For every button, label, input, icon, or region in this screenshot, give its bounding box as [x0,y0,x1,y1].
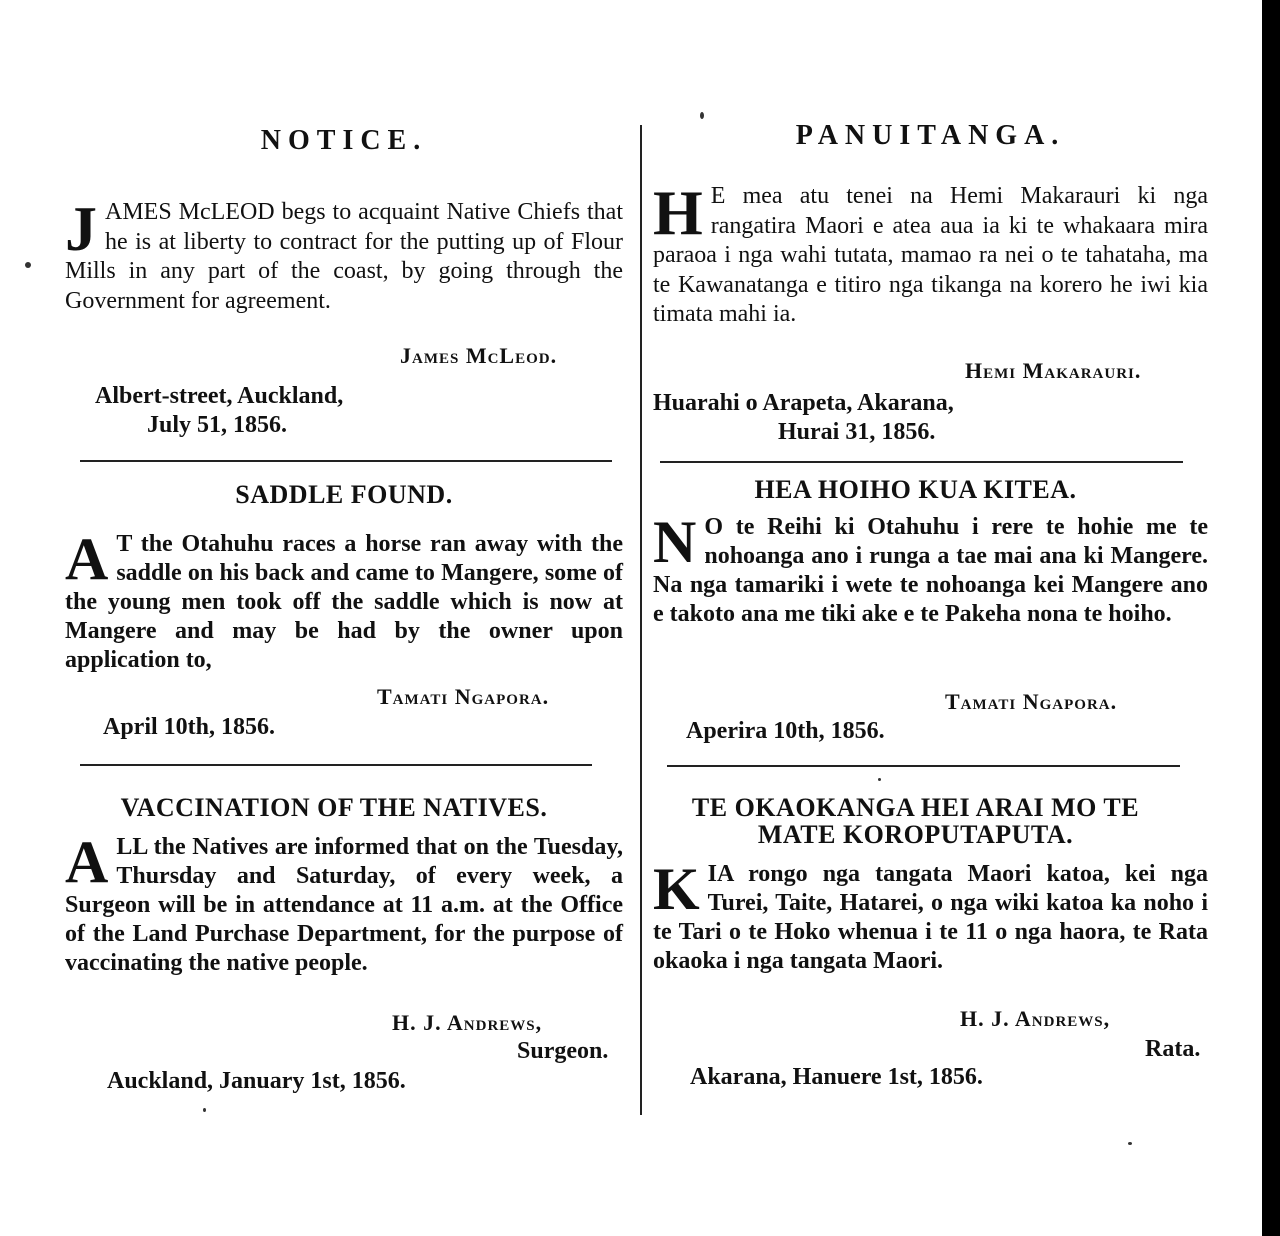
section-rule [667,765,1180,767]
okaokanga-heading-line1: TE OKAOKANGA HEI ARAI MO TE [691,793,1140,822]
column-divider [640,125,642,1115]
okaokanga-signature: H. J. Andrews, [960,1006,1111,1031]
saddle-heading: SADDLE FOUND. [235,480,453,509]
saddle-date: April 10th, 1856. [103,714,276,740]
scan-speck [1128,1142,1132,1145]
saddle-dropcap: A [65,526,109,592]
scan-speck [203,1108,206,1112]
notice-date: July 51, 1856. [147,412,288,438]
scan-speck [700,112,704,119]
hoiho-date: Aperira 10th, 1856. [686,718,885,744]
saddle-signature: Tamati Ngapora. [377,684,550,709]
scan-edge-bar [1262,0,1280,1236]
panuitanga-signature: Hemi Makarauri. [965,358,1142,383]
scan-speck [878,778,881,781]
notice-heading: NOTICE. [260,125,428,156]
hoiho-text: O te Reihi ki Otahuhu i rere te hohie me te nohoanga ano i runga a tae mai ana ki Mangere. Na nga tamariki i wete te nohoanga kei Mangere ano e takoto ana me tiki ake e te Pakeha nona te hoiho. [653,514,1208,627]
okaokanga-heading-line2: MATE KOROPUTAPUTA. [757,820,1074,849]
vaccination-signature: H. J. Andrews, [392,1010,543,1035]
notice-dropcap: J [65,193,97,264]
notice-signature: James McLeod. [400,343,558,368]
hoiho-dropcap: N [653,509,697,575]
section-rule [80,764,592,766]
okaokanga-dropcap: K [653,856,700,922]
saddle-body [65,526,623,675]
panuitanga-place: Huarahi o Arapeta, Akarana, [653,390,954,416]
vaccination-dropcap: A [65,829,109,895]
hoiho-body [653,509,1208,629]
okaokanga-text: IA rongo nga tangata Maori katoa, kei nga Turei, Taite, Hatarei, o nga wiki katoa ka noho i te Tari o te Hoko whenua i te 11 o nga haora, te Rata okaoka i nga tangata Maori. [653,861,1208,974]
notice-place: Albert-street, Auckland, [95,383,344,409]
scan-speck [25,262,31,268]
hoiho-heading: HEA HOIHO KUA KITEA. [754,475,1077,504]
saddle-text: T the Otahuhu races a horse ran away with the saddle on his back and came to Mangere, some of the young men took off the saddle which is now at Mangere and may be had by the owner upon application to, [65,531,623,673]
panuitanga-body [653,177,1208,330]
vaccination-date: Auckland, January 1st, 1856. [107,1068,406,1094]
okaokanga-date: Akarana, Hanuere 1st, 1856. [690,1064,983,1090]
panuitanga-date: Hurai 31, 1856. [778,419,936,445]
panuitanga-dropcap: H [653,177,703,248]
vaccination-text: LL the Natives are informed that on the Tuesday, Thursday and Saturday, of every week, a Surgeon will be in attendance at 11 a.m. at the Office of the Land Purchase Department, for the purpose of vaccinating the native people. [65,834,623,976]
okaokanga-title: Rata. [1145,1036,1201,1062]
panuitanga-text: E mea atu tenei na Hemi Makarauri ki nga rangatira Maori e atea aua ia ki te whakaara mira paraoa i nga wahi tutata, mamao ra nei o te tahataha, ma te Kawanatanga e titiro nga tikanga na korero he iwi kia timata mahi ia. [653,183,1208,327]
okaokanga-body [653,856,1208,976]
vaccination-body [65,829,623,978]
section-rule [80,460,612,462]
notice-text: AMES McLEOD begs to acquaint Native Chiefs that he is at liberty to contract for the putting up of Flour Mills in any part of the coast, by going through the Government for agreement. [65,199,623,314]
hoiho-signature: Tamati Ngapora. [945,689,1118,714]
section-rule [660,461,1183,463]
notice-body [65,193,623,316]
vaccination-heading: VACCINATION OF THE NATIVES. [120,793,548,822]
vaccination-title: Surgeon. [517,1038,609,1064]
panuitanga-heading: PANUITANGA. [795,120,1066,151]
